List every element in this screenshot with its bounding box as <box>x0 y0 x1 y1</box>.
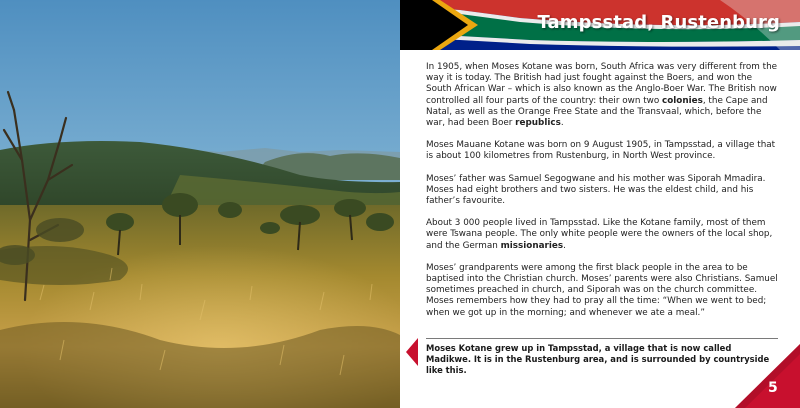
caption-divider <box>426 338 778 339</box>
text-run: , the Cape and Natal, as well as the Orange Free State and the Transvaal, which, before the war, had been Boer <box>426 95 768 129</box>
text-run: About 3 000 people lived in Tampsstad. Like the Kotane family, most of them were Tswana people. The only white people were the owners of the local shop, and the German <box>426 218 773 251</box>
body-paragraph <box>426 263 778 319</box>
glossary-term: colonies <box>662 95 703 106</box>
body-paragraph <box>426 140 778 162</box>
text-run: Moses’ grandparents were among the first black people in the area to be baptised into the Christian church. Moses’ parents were also Christians. Samuel sometimes preached in church, and Siporah was on the church committee. Moses remembers how they had to pray all the time: “When we went to bed; when we got up in the morning; and whenever we ate a meal.” <box>426 262 778 318</box>
text-run: . <box>560 118 564 129</box>
body-text <box>426 62 778 330</box>
photo-caption: Moses Kotane grew up in Tampsstad, a village that is now called Madikwe. It is in the Rustenburg area, and is surrounded by countryside like this. <box>426 343 770 375</box>
page-corner-ribbon-icon <box>735 344 800 408</box>
page-title: Tampsstad, Rustenburg <box>537 12 780 33</box>
body-paragraph <box>426 62 778 129</box>
text-run: . <box>563 240 566 251</box>
caption-arrow-icon <box>406 338 418 366</box>
glossary-term: missionaries <box>500 240 564 251</box>
text-run: Moses’ father was Samuel Segogwane and his mother was Siporah Mmadira. Moses had eight brothers and two sisters. He was the eldest child, and his father’s favourite. <box>426 173 766 207</box>
body-paragraph <box>426 174 778 208</box>
text-run: In 1905, when Moses Kotane was born, South Africa was very different from the way it is today. The British had just fought against the Boers, and won the South African War – which is also known as the Anglo-Boer War. The British now controlled all four parts of the country: their own two <box>426 62 778 106</box>
text-run: Moses Mauane Kotane was born on 9 August 1905, in Tampsstad, a village that is about 100 kilometres from Rustenburg, in North West province. <box>426 140 776 162</box>
glossary-term: republics <box>515 118 561 129</box>
page-number: 5 <box>768 380 778 396</box>
body-paragraph <box>426 218 778 252</box>
flag-banner <box>400 0 800 50</box>
